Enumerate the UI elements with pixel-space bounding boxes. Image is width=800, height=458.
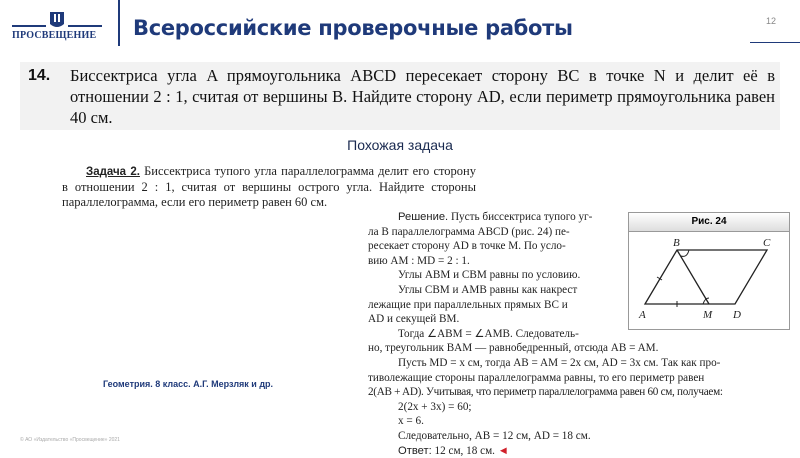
solution-line: тиволежащие стороны параллелограмма равны, то его периметр равен [368, 371, 705, 384]
parallelogram-abcd [645, 250, 767, 304]
task2-text: Биссектриса тупого угла параллелограмма делит его сторону в отношении 2 : 1, считая от вершины острого угла. Найдите стороны параллелограмма, если его периметр равен 60 см. [62, 164, 476, 209]
problem-text: Биссектриса угла A прямоугольника ABCD пересекает сторону BC в точке N и делит её в отношении 2 : 1, считая от вершины B. Найдите сторону AD, если периметр прямоугольника равен 40 см. [70, 66, 775, 127]
page-number: 12 [766, 16, 777, 26]
figure-caption: Рис. 24 [629, 213, 789, 232]
solution-line: Тогда ∠ABM = ∠AMB. Следователь- [398, 327, 579, 340]
end-mark-icon: ◄ [497, 444, 509, 457]
solution-line: ресекает сторону AD в точке M. По усло- [368, 240, 566, 253]
label-a: A [639, 309, 646, 321]
bisector-bm [677, 250, 709, 304]
source-citation: Геометрия. 8 класс. А.Г. Мерзляк и др. [103, 379, 274, 389]
page-number-underline [750, 42, 800, 43]
answer-label: Ответ: [398, 444, 432, 457]
solution-line: Углы ABM и CBM равны по условию. [398, 269, 581, 282]
solution-line: ла B параллелограмма ABCD (рис. 24) пе- [368, 225, 570, 238]
solution-line: 2(2x + 3x) = 60; [398, 400, 472, 413]
solution-line: Следовательно, AB = 12 см, AD = 18 см. [398, 429, 591, 442]
label-m: M [703, 309, 713, 321]
solution-label: Решение. [398, 211, 449, 223]
problem-number: 14. [28, 67, 51, 84]
solution-line: Углы CBM и AMB равны как накрест [398, 283, 578, 296]
solution-line: AD и секущей BM. [368, 313, 460, 326]
parallelogram-diagram [629, 232, 789, 329]
answer-text: 12 см, 18 см. [431, 444, 495, 457]
label-d: D [733, 309, 741, 321]
task2-block [62, 164, 476, 210]
solution-line: Пусть MD = x см, тогда AB = AM = 2x см, AD = 3x см. Так как про- [398, 356, 721, 369]
solution-line: но, треугольник BAM — равнобедренный, отсюда AB = AM. [368, 342, 659, 355]
copyright: © АО «Издательство «Просвещение» 2021 [20, 437, 120, 443]
logo-text: ПРОСВЕЩЕНИЕ [12, 30, 97, 41]
problem-block [20, 62, 780, 130]
label-c: C [763, 237, 771, 249]
solution-line: 2(AB + AD). Учитывая, что периметр параллелограмма равен 60 см, получаем: [368, 386, 723, 399]
prosveshchenie-logo-icon [12, 8, 104, 48]
header-divider [118, 0, 120, 46]
page-title: Всероссийские проверочные работы [133, 16, 573, 40]
solution-line: лежащие при параллельных прямых BC и [368, 298, 568, 311]
solution-line: Пусть биссектриса тупого уг- [448, 211, 593, 223]
solution-line: вию AM : MD = 2 : 1. [368, 254, 470, 267]
label-b: B [673, 237, 680, 249]
task2-label: Задача 2. [86, 166, 140, 178]
figure-24 [628, 212, 790, 330]
similar-heading: Похожая задача [347, 137, 453, 153]
solution-line: x = 6. [398, 415, 424, 428]
